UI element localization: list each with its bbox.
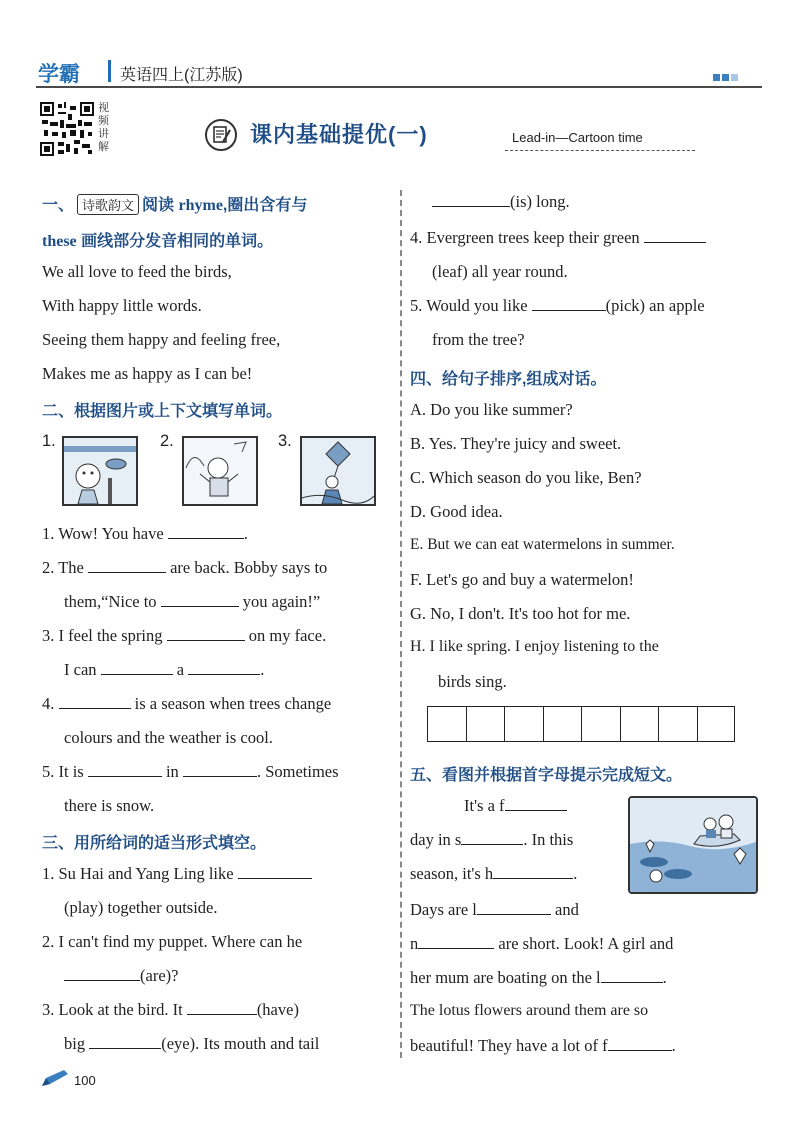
header-squares bbox=[713, 68, 740, 86]
answer-blank[interactable] bbox=[238, 864, 312, 879]
answer-box[interactable] bbox=[697, 706, 736, 742]
section-3-heading: 三、用所给词的适当形式填空。 bbox=[42, 835, 267, 852]
s3-item-5: 5. Would you like (pick) an apple bbox=[410, 296, 705, 315]
s3-item-2: 2. I can't find my puppet. Where can he bbox=[42, 932, 303, 951]
picture-number: 2. bbox=[160, 432, 174, 450]
answer-blank[interactable] bbox=[88, 558, 166, 573]
s3-item-2b: (are)? bbox=[64, 966, 178, 986]
dialogue-option: H. I like spring. I enjoy listening to the bbox=[410, 638, 659, 655]
bear-picture bbox=[182, 436, 258, 506]
header-rule bbox=[36, 86, 762, 88]
dialogue-option: C. Which season do you like, Ben? bbox=[410, 468, 642, 487]
s5-line-1: It's a f bbox=[464, 796, 567, 816]
s2-item-2b: them,“Nice to you again!” bbox=[64, 592, 321, 611]
dialogue-option: G. No, I don't. It's too hot for me. bbox=[410, 604, 631, 623]
dialogue-option: D. Good idea. bbox=[410, 502, 503, 521]
section-2-heading: 二、根据图片或上下文填写单词。 bbox=[42, 403, 283, 420]
section-1-heading-line2: these 画线部分发音相同的单词。 bbox=[42, 233, 274, 250]
s2-item-4b: colours and the weather is cool. bbox=[64, 728, 273, 747]
pencil-note-icon bbox=[204, 118, 238, 152]
s2-item-3: 3. I feel the spring on my face. bbox=[42, 626, 327, 645]
answer-box[interactable] bbox=[543, 706, 582, 742]
s3-item-1b: (play) together outside. bbox=[64, 898, 218, 917]
answer-box[interactable] bbox=[581, 706, 620, 742]
answer-blank[interactable] bbox=[532, 296, 606, 311]
page-number: 100 bbox=[74, 1073, 96, 1088]
answer-blank[interactable] bbox=[493, 864, 573, 879]
poem-tag: 诗歌韵文 bbox=[77, 194, 139, 215]
s5-line-3: season, it's h . bbox=[410, 864, 578, 883]
section-5-heading: 五、看图并根据首字母提示完成短文。 bbox=[410, 767, 683, 784]
brand-logo: 学霸 bbox=[38, 63, 80, 86]
answer-blank[interactable] bbox=[187, 1000, 257, 1015]
answer-blank[interactable] bbox=[168, 524, 244, 539]
answer-box[interactable] bbox=[466, 706, 505, 742]
picture-number: 3. bbox=[278, 432, 292, 450]
answer-blank[interactable] bbox=[505, 796, 567, 811]
lesson-subtitle: Lead-in—Cartoon time bbox=[512, 130, 643, 145]
s3-item-4: 4. Evergreen trees keep their green bbox=[410, 228, 706, 248]
s3-item-3: 3. Look at the bird. It (have) bbox=[42, 1000, 299, 1019]
answer-blank[interactable] bbox=[432, 192, 510, 207]
dialogue-option: B. Yes. They're juicy and sweet. bbox=[410, 434, 622, 453]
video-label: 视频讲解 bbox=[98, 102, 109, 153]
s2-item-5b: there is snow. bbox=[64, 796, 155, 815]
answer-blank[interactable] bbox=[167, 626, 245, 641]
answer-blank[interactable] bbox=[418, 934, 494, 949]
subtitle-dashed-arrow bbox=[505, 150, 695, 151]
dialogue-option-cont: birds sing. bbox=[438, 672, 507, 691]
answer-blank[interactable] bbox=[89, 1034, 161, 1049]
ordering-answer-boxes[interactable] bbox=[427, 706, 735, 742]
book-title: 英语四上(江苏版) bbox=[120, 67, 243, 84]
answer-box[interactable] bbox=[427, 706, 466, 742]
s2-item-3b: I can a . bbox=[64, 660, 265, 679]
s5-line-4: Days are l and bbox=[410, 900, 579, 919]
s5-line-8: beautiful! They have a lot of f . bbox=[410, 1036, 676, 1055]
answer-blank[interactable] bbox=[64, 966, 140, 981]
s2-item-2: 2. The are back. Bobby says to bbox=[42, 558, 328, 577]
answer-blank[interactable] bbox=[644, 228, 706, 243]
s3-item-3b: big (eye). Its mouth and tail bbox=[64, 1034, 320, 1053]
poem-line: We all love to feed the birds, bbox=[42, 262, 232, 281]
answer-blank[interactable] bbox=[188, 660, 260, 675]
s5-line-2: day in s . In this bbox=[410, 830, 574, 849]
pencil-icon bbox=[40, 1068, 72, 1088]
answer-box[interactable] bbox=[658, 706, 697, 742]
answer-blank[interactable] bbox=[461, 830, 523, 845]
brand-divider bbox=[108, 60, 111, 82]
s3-item-3c: (is) long. bbox=[432, 192, 570, 212]
lesson-title: 课内基础提优(一) bbox=[250, 122, 428, 147]
boating-picture bbox=[628, 796, 758, 894]
kite-picture bbox=[300, 436, 376, 506]
s2-item-5: 5. It is in . Sometimes bbox=[42, 762, 339, 781]
s5-line-7: The lotus flowers around them are so bbox=[410, 1002, 649, 1019]
answer-blank[interactable] bbox=[183, 762, 257, 777]
poem-line: With happy little words. bbox=[42, 296, 202, 315]
answer-blank[interactable] bbox=[601, 968, 663, 983]
answer-blank[interactable] bbox=[88, 762, 162, 777]
answer-blank[interactable] bbox=[101, 660, 173, 675]
answer-box[interactable] bbox=[504, 706, 543, 742]
dialogue-option: A. Do you like summer? bbox=[410, 400, 573, 419]
answer-blank[interactable] bbox=[161, 592, 239, 607]
poem-line: Seeing them happy and feeling free, bbox=[42, 330, 281, 349]
picture-number: 1. bbox=[42, 432, 56, 450]
poem-line: Makes me as happy as I can be! bbox=[42, 364, 253, 383]
answer-blank[interactable] bbox=[59, 694, 131, 709]
answer-blank[interactable] bbox=[477, 900, 551, 915]
s3-item-5b: from the tree? bbox=[432, 330, 525, 349]
dialogue-option: E. But we can eat watermelons in summer. bbox=[410, 536, 675, 553]
answer-box[interactable] bbox=[620, 706, 659, 742]
section-4-heading: 四、给句子排序,组成对话。 bbox=[410, 371, 607, 388]
qr-code-icon[interactable] bbox=[40, 102, 94, 156]
s2-item-1: 1. Wow! You have . bbox=[42, 524, 248, 543]
s2-item-4: 4. is a season when trees change bbox=[42, 694, 332, 713]
section-1-heading: 一、 诗歌韵文 阅读 rhyme,圈出含有与 bbox=[42, 192, 307, 215]
dialogue-option: F. Let's go and buy a watermelon! bbox=[410, 570, 634, 589]
column-divider bbox=[400, 190, 402, 1058]
s5-line-5: n are short. Look! A girl and bbox=[410, 934, 674, 953]
birds-picture bbox=[62, 436, 138, 506]
s3-item-1: 1. Su Hai and Yang Ling like bbox=[42, 864, 312, 884]
s3-item-4b: (leaf) all year round. bbox=[432, 262, 568, 281]
answer-blank[interactable] bbox=[608, 1036, 672, 1051]
s5-line-6: her mum are boating on the l . bbox=[410, 968, 667, 987]
